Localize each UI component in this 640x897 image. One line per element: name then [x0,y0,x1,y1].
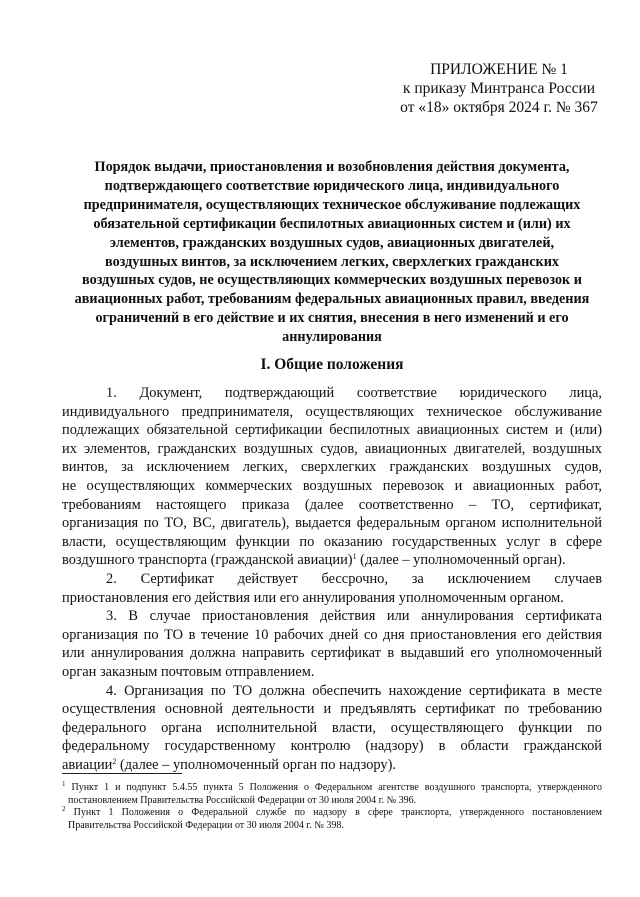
text-fragment: воздушного транспорта (гражданской авиации) [62,552,353,569]
text-line [62,782,602,795]
title-line: ограничений в его действие и их снятия, внесения в него изменений и его [95,310,569,327]
footnote-mark: 2 [62,805,66,814]
text-line: постановлением Правительства Российской Федерации от 30 июля 2004 г. № 396. [68,794,417,806]
document-title [62,158,602,347]
text-line: Правительства Российской Федерации от 30 июля 2004 г. № 398. [68,819,344,831]
text-line [62,807,602,820]
text-line: власти, осуществляющим функции по оказанию государственных услуг в сфере [62,533,602,550]
text-line: индивидуального предпринимателя, осуществляющих техническое обслуживание [62,403,602,420]
text-fragment: Пункт 1 Положения о Федеральной службе по надзору в сфере транспорта, утвержденного постановлением [65,807,602,819]
paragraph-1 [62,384,602,570]
text-line: или аннулирования должна направить сертификат в выдавший его уполномоченный [62,645,602,662]
appendix-number: ПРИЛОЖЕНИЕ № 1 [430,61,568,78]
title-line: аннулирования [282,329,382,346]
footnote-1 [62,782,602,807]
text-line: их элементов, гражданских воздушных судов, авиационных двигателей, воздушных [62,440,602,457]
footnotes [62,782,602,832]
text-fragment: Пункт 1 и подпункт 5.4.55 пункта 5 Положения о Федеральном агентстве воздушного транспорта, утвержденного [65,782,602,793]
title-line: воздушных судов, не осуществляющих коммерческих воздушных перевозок и [82,272,582,289]
footnote-ref-2: 2 [112,756,117,766]
appendix-order-ref: к приказу Минтранса России [402,80,596,97]
title-line: Порядок выдачи, приостановления и возобновления действия документа, [94,159,570,175]
text-line: 1. Документ, подтверждающий соответствие юридического лица, [106,385,602,401]
title-line: элементов, гражданских воздушных судов, авиационных двигателей, [109,234,555,251]
paragraph-3 [62,607,602,681]
text-fragment: авиации [62,756,113,773]
text-line: не осуществляющих коммерческих воздушных перевозок и авиационных работ, [62,477,602,494]
text-line: подлежащих обязательной сертификации беспилотных авиационных систем и (или) [62,422,602,439]
text-line: федеральному государственному контролю (надзору) в области гражданской [62,738,602,755]
text-line: винтов, за исключением легких, сверхлегких гражданских воздушных судов, [62,459,602,476]
text-line: 2. Сертификат действует бессрочно, за исключением случаев [106,570,602,587]
footnote-2 [62,807,602,832]
appendix-header [394,60,604,117]
paragraph-4 [62,682,602,775]
text-line: 4. Организация по ТО должна обеспечить нахождение сертификата в месте [106,682,602,699]
text-line [62,551,602,570]
text-line: организация по ТО, ВС, двигатель), выдается федеральным органом исполнительной [62,515,602,532]
title-line: воздушных винтов, за исключением легких, сверхлегких гражданских [105,253,559,270]
text-line: приостановления его действия или его аннулирования уполномоченным органом. [62,589,564,606]
text-line: 3. В случае приостановления действия или аннулирования сертификата [106,608,602,625]
title-line: предпринимателя, осуществляющих техническое обслуживание подлежащих [83,196,581,213]
text-line: осуществления основной деятельности и предъявлять сертификат по требованию [62,701,602,718]
appendix-order-date: от «18» октября 2024 г. № 367 [400,99,598,116]
document-body [62,384,602,774]
title-line: подтверждающего соответствие юридического лица, индивидуального [104,177,560,194]
title-line: обязательной сертификации беспилотных авиационных систем и (или) их [93,215,571,232]
section-heading: I. Общие положения [260,356,404,373]
footnote-ref-1: 1 [352,552,357,562]
text-line [62,756,602,775]
footnote-divider [62,773,182,774]
text-line: требованиям настоящего приказа (далее соответственно – ТО, сертификат, [62,496,602,513]
text-line: орган заказным почтовым отправлением. [62,663,315,680]
paragraph-2 [62,570,602,607]
text-line: организация по ТО в течение 10 рабочих дней со дня приостановления его действия [62,626,602,643]
text-fragment: (далее – уполномоченный орган по надзору). [116,756,397,773]
text-fragment: (далее – уполномоченный орган). [356,552,566,569]
title-line: авиационных работ, требованиям федеральных авиационных правил, введения [74,291,590,308]
text-line: федерального органа исполнительной власти, осуществляющего функции по [62,719,602,736]
footnote-mark: 1 [62,780,66,788]
